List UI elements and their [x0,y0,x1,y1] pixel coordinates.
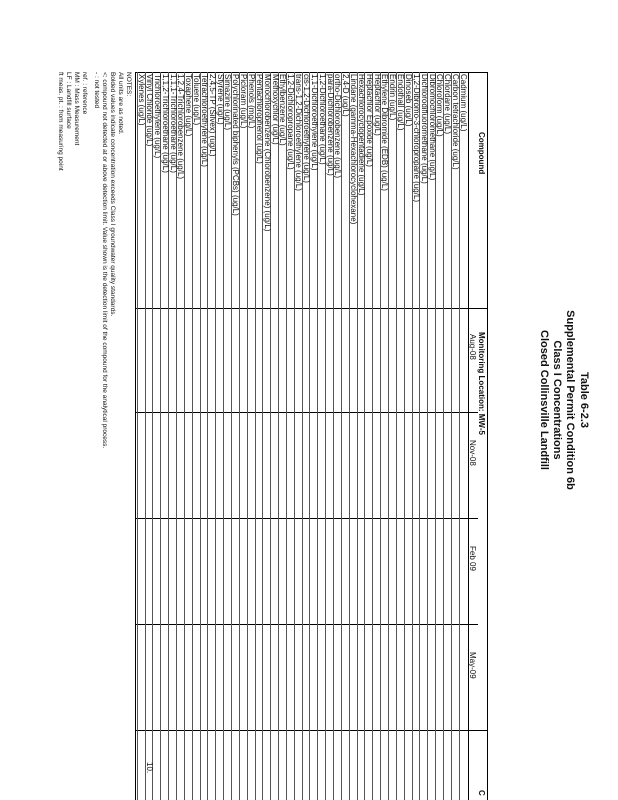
row-divider [451,72,452,800]
table-row-label: Endrin (ug/L) [388,74,398,121]
note-bold: Bolded values indicate concentration exceeds Class I groundwater quality standards. [109,72,116,317]
row-divider [396,72,397,800]
table-row-label: Lindane (gamma-Hexachlorocyclohexane) [349,74,359,225]
header-location: Monitoring Location: MW-5 [477,332,486,435]
row-divider [262,72,263,800]
col-feb-09: Feb 09 [468,546,477,571]
table-row-label: Hexachlorocyclopentadiene (ug/L) [356,74,366,196]
table-row-label: 1,2-Dichloropropane (ug/L) [286,74,296,170]
table-row-label: Dinoseb (ug/L) [404,74,414,127]
table-number: Table 6-2.3 [578,371,590,429]
table-row-label: 1,2-Dibromo-3-chloropropane (ug/L) [411,74,421,203]
row-divider [294,72,295,800]
row-divider [325,72,326,800]
note-detection: <: compound not detected at or above detection limit. Value shown is the detection limit of the compound for the analytical process. [101,72,108,449]
table-row-label: Tetrachloroethylene (ug/L) [199,74,209,167]
row-divider [412,72,413,800]
table-row-label: Toluene (ug/L) [192,74,202,126]
col-fragment: C [477,790,486,796]
table-row-label: Heptachlor Epoxide (ug/L) [364,74,374,167]
note-units: All units are as noted. [117,72,124,135]
table-row-label: Vinyl Chloride (ug/L) [145,74,154,147]
table-row-label: Xylenes (ug/L) [137,74,147,126]
row-divider [231,72,232,800]
row-divider [168,72,169,800]
col-aug-08: Aug-08 [468,334,477,360]
table-row-label: Heptachlor (ug/L) [372,74,382,136]
table-row-label: Chloroform (ug/L) [435,74,445,137]
table-row-label: Styrene (ug/L) [215,74,225,125]
row-divider [184,72,185,800]
table-row-label: 1,1-Dichloroethylene (ug/L) [309,74,319,171]
table-row-label: Trichloroethylene (ug/L) [152,74,162,159]
table-row-label: 1,1,2-Trichloroethane (ug/L) [160,74,170,173]
row-divider [317,72,318,800]
row-divider [192,72,193,800]
table-row-label: Endothall (ug/L) [396,74,406,131]
row-divider [176,72,177,800]
row-divider [247,72,248,800]
table-top-border [487,72,488,800]
table-row-label: Dichlorodifluoromethane (ug/L) [419,74,429,184]
table-row-label: ortho-Dichlorobenzene (ug/L) [333,74,343,179]
row-divider [153,72,154,800]
table-title: Supplemental Permit Condition 6b [564,310,576,490]
row-divider [223,72,224,800]
table-row-label: Carbon tetrachloride (ug/L) [451,74,461,170]
site-name: Closed Collinsville Landfill [538,330,550,470]
note-mm: MM : Mass Measurement [73,72,80,146]
table-row-label: Ethylbenzene (ug/L) [278,74,288,146]
header-compound: Compound [477,132,486,175]
row-fragment: 10. [145,762,154,774]
table-row-label: Phenols (mg/L) [247,74,257,129]
row-divider [286,72,287,800]
note-ft: ft meas. pt. : from measuring point [57,72,64,171]
table-row-label: Simazine (ug/L) [223,74,233,131]
col-may-09: May-09 [468,652,477,679]
table-row-label: 1,2,4-Trichlorobenzene (ug/L) [176,74,186,180]
row-divider [459,72,460,800]
row-divider [200,72,201,800]
table-subtitle: Class I Concentrations [551,340,563,460]
table-row-label: Methoxychlor (ug/L) [270,74,280,145]
table-row-label: Polychlorinated biphenyls (PCBs) (ug/L) [231,74,241,216]
table-row-label: Cadmium (ug/L) [459,74,468,132]
table-row-label: Chlordane (ug/L) [443,74,453,135]
table-row-label: 2,4,5-TP (Silvex) (ug/L) [207,74,217,157]
row-divider [443,72,444,800]
header-divider [468,72,469,800]
row-divider [333,72,334,800]
row-divider [160,72,161,800]
table-row-label: Dibromochloromethane (ug/L) [427,74,437,181]
row-divider [380,72,381,800]
note-not-tested: - : not tested [93,72,100,109]
note-lf: LF : Landfill surface [65,72,72,129]
row-divider [215,72,216,800]
row-divider [207,72,208,800]
note-heading: NOTES: [125,72,132,97]
table-row-label: Pentachlorophenol (ug/L) [254,74,264,164]
row-divider [372,72,373,800]
row-divider [404,72,405,800]
note-reference: ref. : reference [81,72,88,115]
table-row-label: Toxaphene (ug/L) [184,74,194,137]
row-divider [145,72,146,800]
table-row-label: trans-1,2-Dichloroethylene (ug/L) [294,74,304,191]
row-divider [278,72,279,800]
table-row-label: cis-1,2-Dichloroethylene (ug/L) [302,74,311,183]
table-row-label: Picloram (ug/L) [239,74,249,129]
concentrations-table [135,72,488,800]
table-row-label: 1,1,1-Trichloroethane (ug/L) [168,74,178,173]
table-row-label: Monochlorobenzene (Chlorobenzene) (ug/L) [262,74,272,232]
table-row-label: para-Dichlorobenzene (ug/L) [325,74,335,176]
col-nov-08: Nov-08 [468,440,477,466]
row-divider [255,72,256,800]
table-row-label: Ethylene Dibromide (EDB) (ug/L) [380,74,390,191]
row-divider [341,72,342,800]
table-row-label: 1,2-Dichloroethane (ug/L) [317,74,327,165]
table-row-label: 2,4-D (ug/L) [341,74,351,117]
row-divider [435,72,436,800]
row-divider [349,72,350,800]
row-divider [137,72,138,800]
